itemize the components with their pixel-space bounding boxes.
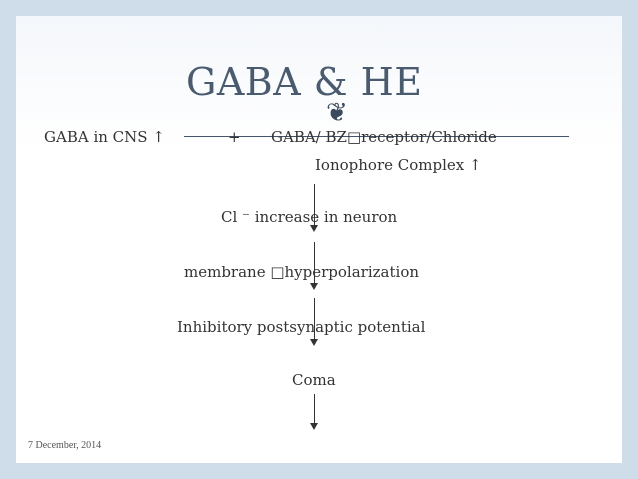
- hyperpolarization-text: membrane □hyperpolarization: [184, 263, 420, 281]
- slide-title: GABA & HE: [186, 60, 423, 104]
- receptor-complex-text: GABA/ BZ□receptor/Chloride: [271, 128, 497, 146]
- gaba-in-cns-text: GABA in CNS ↑: [44, 128, 165, 146]
- coma-text: Coma: [292, 371, 336, 389]
- fleuron-icon: ❦: [326, 98, 348, 128]
- plus-sign: +: [228, 128, 241, 146]
- ionophore-complex-text: Ionophore Complex ↑: [315, 156, 482, 174]
- inhibitory-potential-text: Inhibitory postsynaptic potential: [177, 318, 426, 336]
- chloride-increase-text: Cl ⁻ increase in neuron: [221, 208, 398, 226]
- footer-date: 7 December, 2014: [28, 440, 102, 451]
- down-arrow-4: [308, 394, 322, 430]
